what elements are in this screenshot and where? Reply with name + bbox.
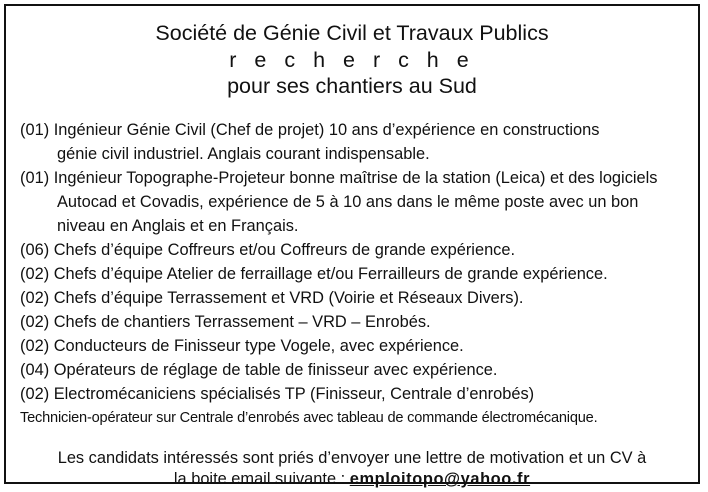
position-line: (02) Chefs de chantiers Terrassement – VRD – Enrobés.	[20, 313, 431, 331]
position-line: (01) Ingénieur Génie Civil (Chef de projet) 10 ans d’expérience en constructions	[20, 121, 600, 139]
position-item	[20, 286, 700, 310]
company-name: Société de Génie Civil et Travaux Publics	[155, 21, 549, 45]
position-item	[20, 382, 700, 406]
position-line: (02) Chefs d’équipe Terrassement et VRD (Voirie et Réseaux Divers).	[20, 289, 524, 307]
location-line: pour ses chantiers au Sud	[227, 74, 477, 98]
position-item	[20, 118, 700, 166]
position-item	[20, 166, 700, 238]
positions-list	[20, 118, 700, 430]
position-item	[20, 358, 700, 382]
ad-header	[6, 20, 698, 100]
position-item	[20, 238, 700, 262]
position-line: (06) Chefs d’équipe Coffreurs et/ou Coffreurs de grande expérience.	[20, 241, 516, 259]
ad-footer	[6, 448, 698, 490]
position-line: (02) Conducteurs de Finisseur type Vogele, avec expérience.	[20, 337, 464, 355]
position-item	[20, 310, 700, 334]
position-continuation: niveau en Anglais et en Français.	[57, 217, 299, 235]
position-line: (01) Ingénieur Topographe-Projeteur bonne maîtrise de la station (Leica) et des logiciels	[20, 169, 658, 187]
recherche-heading: r e c h e r c h e	[229, 47, 475, 72]
position-line: (02) Chefs d’équipe Atelier de ferraillage et/ou Ferrailleurs de grande expérience.	[20, 265, 608, 283]
position-line: (02) Electromécaniciens spécialisés TP (Finisseur, Centrale d’enrobés)	[20, 385, 535, 403]
position-continuation: Autocad et Covadis, expérience de 5 à 10 ans dans le même poste avec un bon	[57, 193, 639, 211]
position-item	[20, 262, 700, 286]
email-prefix: la boite email suivante :	[173, 470, 350, 488]
job-ad-frame	[4, 4, 700, 488]
position-continuation: génie civil industriel. Anglais courant indispensable.	[57, 145, 430, 163]
position-item	[20, 334, 700, 358]
contact-email[interactable]: emploitopo@yahoo.fr	[349, 470, 531, 488]
email-line	[6, 469, 698, 490]
position-line: (04) Opérateurs de réglage de table de finisseur avec expérience.	[20, 361, 498, 379]
technician-note: Technicien-opérateur sur Centrale d’enrobés avec tableau de commande électromécanique.	[20, 410, 598, 426]
application-instructions: Les candidats intéressés sont priés d’envoyer une lettre de motivation et un CV à	[57, 449, 647, 467]
